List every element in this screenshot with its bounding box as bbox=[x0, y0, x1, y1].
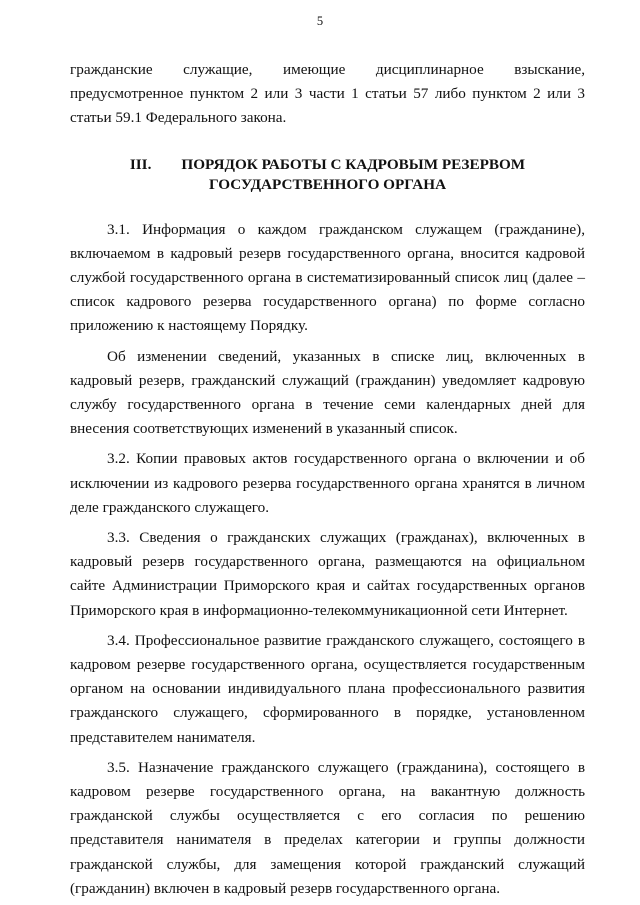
section-title-line-2: ГОСУДАРСТВЕННОГО ОРГАНА bbox=[208, 175, 447, 193]
section-number: III. bbox=[129, 155, 152, 173]
paragraph-3-1: 3.1. Информация о каждом гражданском служащем (гражданине), включаемом в кадровый резерв государственного органа, вносится кадровой службой государственного органа в систематизированный список лиц (далее – список кадрового резерва государственного органа) по форме согласно приложению к настоящему Порядку. bbox=[70, 220, 585, 335]
page-number: 5 bbox=[316, 14, 324, 28]
paragraph-3-5: 3.5. Назначение гражданского служащего (гражданина), состоящего в кадровом резерве государственного органа, на вакантную должность гражданской службы осуществляется с его согласия по решению представителя нанимателя в пределах категории и группы должности гражданской службы, для замещения которой гражданский служащий (гражданин) включен в кадровый резерв государственного органа. bbox=[70, 758, 585, 897]
document-body bbox=[70, 58, 585, 901]
paragraph-3-3: 3.3. Сведения о гражданских служащих (гражданах), включенных в кадровый резерв государственного органа, размещаются на официальном сайте Администрации Приморского края и сайтах государственных органов Приморского края в информационно-телекоммуникационной сети Интернет. bbox=[70, 529, 585, 619]
section-title-line-1: ПОРЯДОК РАБОТЫ С КАДРОВЫМ РЕЗЕРВОМ bbox=[181, 155, 526, 173]
paragraph-3-4: 3.4. Профессиональное развитие гражданского служащего, состоящего в кадровом резерве государственного органа, осуществляется государственным органом на основании индивидуального плана профессионального развития гражданского служащего, сформированного в порядке, установленном представителем нанимателя. bbox=[70, 631, 585, 746]
paragraph-3-1-notice: Об изменении сведений, указанных в списке лиц, включенных в кадровый резерв, гражданский служащий (гражданин) уведомляет кадровую службу государственного органа в течение семи календарных дней для внесения соответствующих изменений в указанный список. bbox=[70, 347, 585, 438]
section-heading-line-1 bbox=[70, 155, 585, 175]
section-heading bbox=[70, 155, 585, 195]
intro-paragraph: гражданские служащие, имеющие дисциплинарное взыскание, предусмотренное пунктом 2 или 3 части 1 статьи 57 либо пунктом 2 или 3 статьи 59.1 Федерального закона. bbox=[70, 61, 585, 127]
paragraph-3-2: 3.2. Копии правовых актов государственного органа о включении и об исключении из кадрового резерва государственного органа хранятся в личном деле гражданского служащего. bbox=[70, 450, 585, 516]
